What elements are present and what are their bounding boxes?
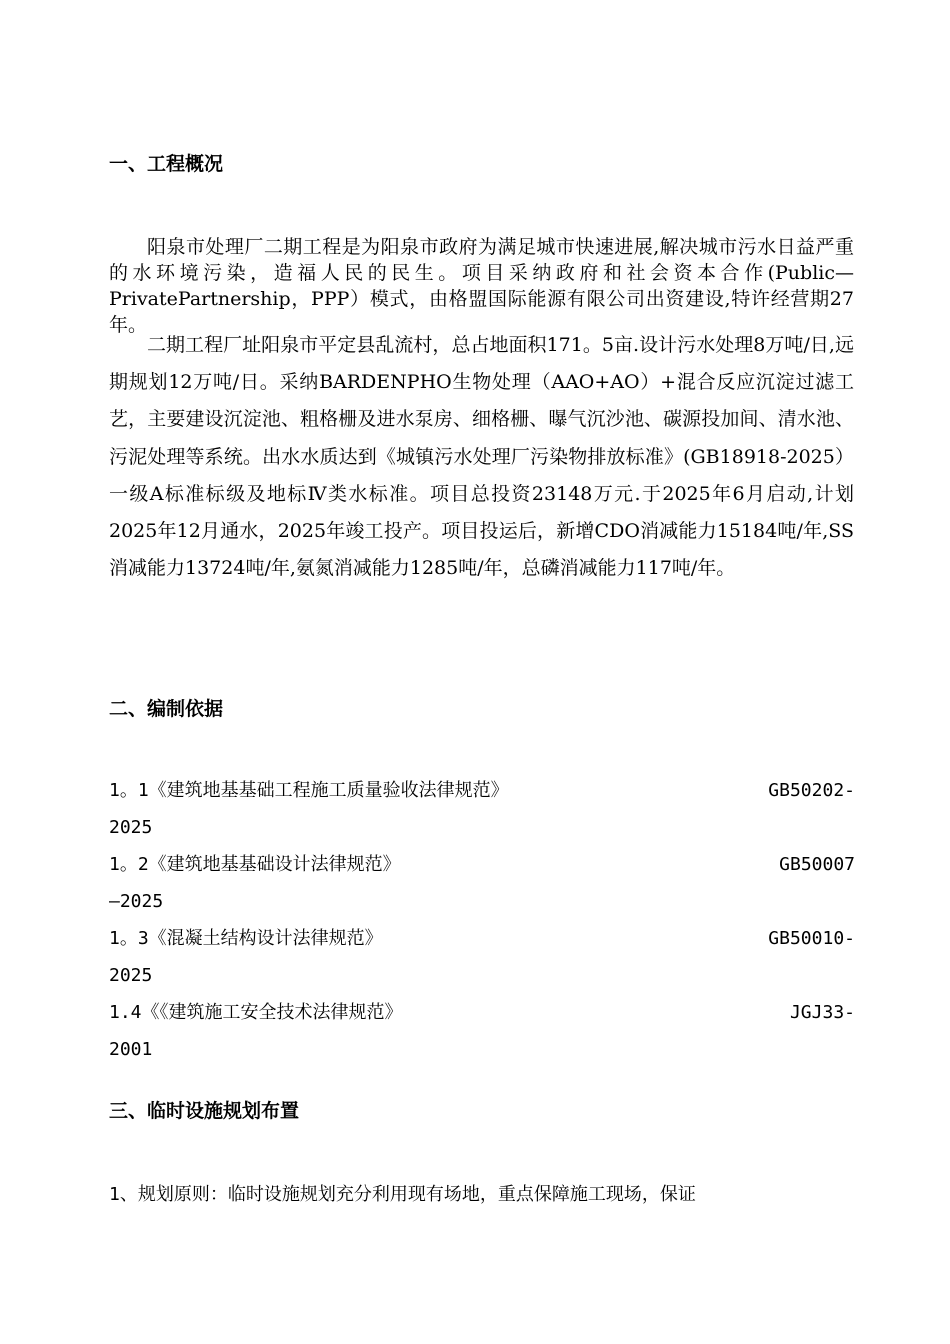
- planning-principle-text: 1、规划原则：临时设施规划充分利用现有场地，重点保障施工现场，保证: [109, 1184, 696, 1205]
- reference-code-continued: 2025: [109, 965, 153, 986]
- reference-code-continued: 2001: [109, 1039, 153, 1060]
- section-heading-temporary-facilities: 三、临时设施规划布置: [109, 1100, 300, 1122]
- reference-title: 1。1《建筑地基基础工程施工质量验收法律规范》: [109, 780, 509, 801]
- reference-code: GB50010-: [768, 928, 855, 949]
- section-heading-overview: 一、工程概况: [109, 153, 224, 175]
- reference-title: 1。3《混凝土结构设计法律规范》: [109, 928, 383, 949]
- reference-item: [109, 772, 855, 846]
- reference-item: [109, 920, 855, 994]
- overview-paragraph-1: 阳泉市处理厂二期工程是为阳泉市政府为满足城市快速进展,解决城市污水日益严重的水环境污染，造福人民的民生。项目采纳政府和社会资本合作(Public—PrivatePartnership，PPP）模式，由格盟国际能源有限公司出资建设,特许经营期27年。: [109, 236, 854, 336]
- section-heading-basis: 二、编制依据: [109, 698, 224, 720]
- reference-item: [109, 994, 855, 1068]
- reference-list: [109, 772, 855, 1068]
- reference-title: 1.4《《建筑施工安全技术法律规范》: [109, 1002, 403, 1023]
- reference-code: GB50007: [779, 854, 855, 875]
- reference-code-continued: 2025: [109, 817, 153, 838]
- reference-title: 1。2《建筑地基基础设计法律规范》: [109, 854, 401, 875]
- reference-item: [109, 846, 855, 920]
- reference-code-continued: —2025: [109, 891, 164, 912]
- overview-paragraph-2: 二期工程厂址阳泉市平定县乱流村，总占地面积171。5亩.设计污水处理8万吨/日,远期规划12万吨/日。采纳BARDENPHO生物处理（AAO+AO）+混合反应沉淀过滤工艺，主要建设沉淀池、粗格栅及进水泵房、细格栅、曝气沉沙池、碳源投加间、清水池、污泥处理等系统。出水水质达到《城镇污水处理厂污染物排放标准》(GB18918-2025）一级A标准标级及地标Ⅳ类水标准。项目总投资23148万元.于2025年6月启动,计划2025年12月通水，2025年竣工投产。项目投运后，新增CDO消减能力15184吨/年,SS消减能力13724吨/年,氨氮消减能力1285吨/年，总磷消减能力117吨/年。: [109, 334, 854, 580]
- reference-code: JGJ33-: [789, 1002, 855, 1023]
- reference-code: GB50202-: [768, 780, 855, 801]
